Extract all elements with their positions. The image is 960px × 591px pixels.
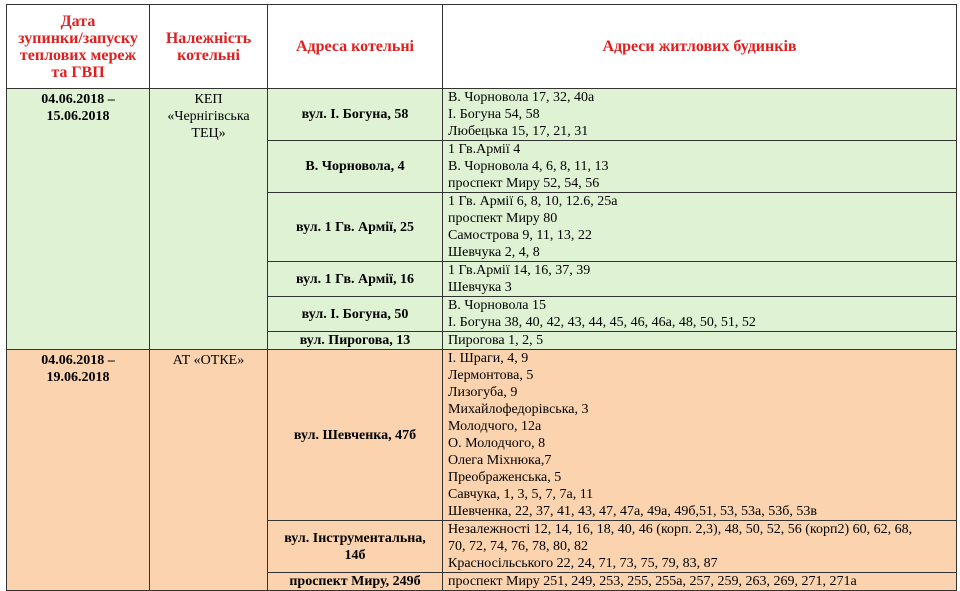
heating-schedule-table: [6, 4, 957, 591]
address-line: Самострова 9, 11, 13, 22: [448, 228, 592, 243]
header-date-line: та ГВП: [51, 63, 105, 81]
boiler-address: [268, 141, 443, 193]
address-line: 70, 72, 74, 76, 78, 80, 82: [448, 539, 588, 554]
date-line: 19.06.2018: [46, 370, 110, 385]
address-line: В. Чорновола 4, 6, 8, 11, 13: [448, 159, 609, 174]
header-date-line: зупинки/запуску: [18, 29, 138, 47]
address-line: Молодчого, 12а: [448, 419, 542, 434]
address-line: В. Чорновола 15: [448, 298, 546, 313]
addresses-cell: [443, 573, 957, 591]
address-line: Лермонтова, 5: [448, 368, 534, 383]
boiler-line: вул. І. Богуна, 50: [301, 306, 409, 322]
boiler-address: [268, 89, 443, 141]
addresses-cell: [443, 297, 957, 332]
address-line: Преображенська, 5: [448, 470, 562, 485]
addresses-cell: [443, 193, 957, 262]
addresses-cell: [443, 262, 957, 297]
address-line: Любецька 15, 17, 21, 31: [448, 124, 589, 139]
header-date-line: Дата: [60, 12, 96, 30]
boiler-address: [268, 262, 443, 297]
header-owner-line: Належність: [165, 29, 252, 47]
boiler-line: вул. Інструментальна,: [284, 530, 426, 546]
address-line: Шевчука 3: [448, 280, 512, 295]
boiler-line: вул. 1 Гв. Армії, 16: [295, 271, 415, 287]
owner-cell: [150, 89, 268, 350]
address-line: проспект Миру 251, 249, 253, 255, 255а, 257, 259, 263, 269, 271, 271а: [448, 574, 857, 589]
table-row: [7, 350, 957, 521]
address-line: І. Богуна 54, 58: [448, 107, 540, 122]
boiler-line: В. Чорновола, 4: [305, 159, 405, 174]
owner-line: «Чернігівська: [167, 109, 250, 124]
boiler-address: [268, 297, 443, 332]
date-line: 15.06.2018: [46, 109, 110, 124]
header-date: [7, 5, 150, 89]
address-line: проспект Миру 52, 54, 56: [448, 176, 600, 191]
boiler-line: проспект Миру, 249б: [289, 574, 421, 589]
addresses-cell: [443, 350, 957, 521]
boiler-address: [268, 332, 443, 350]
address-line: Незалежності 12, 14, 16, 18, 40, 46 (корп. 2,3), 48, 50, 52, 56 (корп2) 60, 62, 68,: [448, 522, 913, 537]
header-boiler: Адреса котельні: [268, 5, 443, 89]
boiler-line: вул. І. Богуна, 58: [301, 107, 409, 122]
owner-line: АТ «ОТКЕ»: [172, 353, 245, 368]
address-line: І. Богуна 38, 40, 42, 43, 44, 45, 46, 46а, 48, 50, 51, 52: [448, 315, 756, 330]
addresses-cell: [443, 521, 957, 573]
owner-cell: [150, 350, 268, 591]
header-row: [7, 5, 957, 89]
boiler-address: [268, 193, 443, 262]
header-owner-line: котельні: [177, 46, 240, 64]
address-line: 1 Гв.Армії 14, 16, 37, 39: [448, 263, 591, 278]
table-row: [7, 89, 957, 141]
boiler-line: вул. Пирогова, 13: [299, 333, 411, 348]
header-addresses: Адреси житлових будинків: [443, 5, 957, 89]
date-line: 04.06.2018 –: [41, 353, 115, 368]
address-line: Шевчука 2, 4, 8: [448, 245, 540, 260]
addresses-cell: [443, 141, 957, 193]
boiler-address: [268, 521, 443, 573]
address-line: проспект Миру 80: [448, 211, 558, 226]
boiler-line: вул. Шевченка, 47б: [293, 427, 417, 443]
owner-line: ТЕЦ»: [191, 126, 226, 141]
addresses-cell: [443, 332, 957, 350]
header-owner: [150, 5, 268, 89]
address-line: Шевченка, 22, 37, 41, 43, 47, 47а, 49а, 49б,51, 53, 53а, 53б, 53в: [448, 504, 817, 519]
boiler-line: 14б: [344, 547, 366, 563]
address-line: 1 Гв. Армії 6, 8, 10, 12.6, 25а: [448, 194, 618, 209]
address-line: І. Шраги, 4, 9: [448, 351, 529, 366]
boiler-address: [268, 350, 443, 521]
boiler-line: вул. 1 Гв. Армії, 25: [295, 219, 415, 235]
address-line: Савчука, 1, 3, 5, 7, 7а, 11: [448, 487, 594, 502]
header-date-line: теплових мереж: [19, 46, 137, 64]
address-line: Олега Міхнюка,7: [448, 453, 552, 468]
address-line: В. Чорновола 17, 32, 40а: [448, 90, 595, 105]
date-line: 04.06.2018 –: [41, 92, 115, 107]
address-line: Пирогова 1, 2, 5: [448, 333, 544, 348]
address-line: Михайлофедорівська, 3: [448, 402, 589, 417]
address-line: 1 Гв.Армії 4: [448, 142, 521, 157]
boiler-address: [268, 573, 443, 591]
address-line: Красносільського 22, 24, 71, 73, 75, 79, 83, 87: [448, 556, 718, 571]
date-cell: [7, 350, 150, 591]
addresses-cell: [443, 89, 957, 141]
date-cell: [7, 89, 150, 350]
address-line: Лизогуба, 9: [448, 385, 518, 400]
owner-line: КЕП: [194, 92, 223, 107]
address-line: О. Молодчого, 8: [448, 436, 546, 451]
